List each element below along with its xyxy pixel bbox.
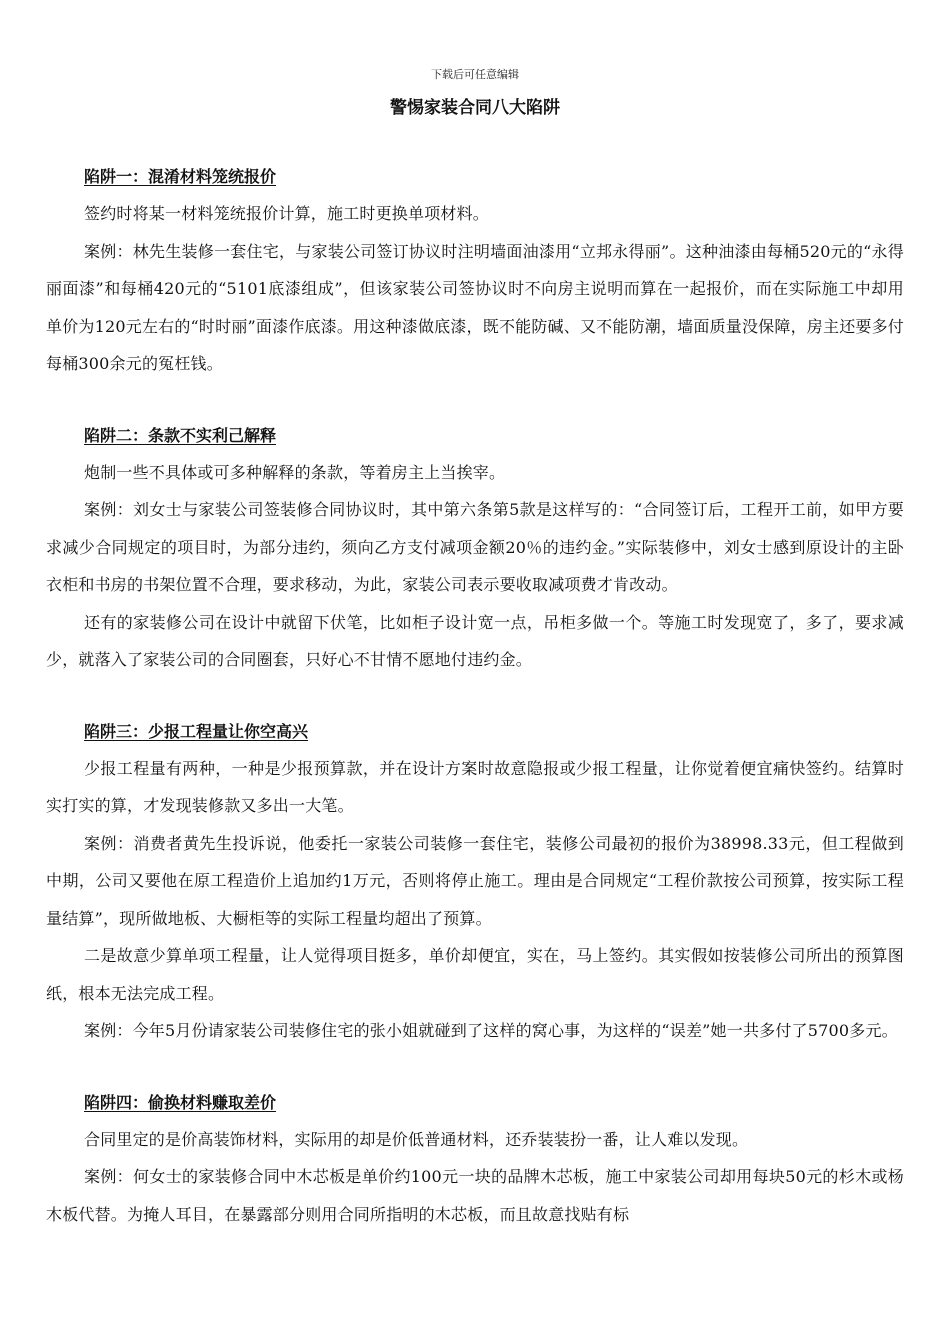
paragraph: 二是故意少算单项工程量，让人觉得项目挺多，单价却便宜，实在，马上签约。其实假如按装修公司所出的预算图纸，根本无法完成工程。 bbox=[46, 946, 904, 1003]
paragraph: 还有的家装修公司在设计中就留下伏笔，比如柜子设计宽一点，吊柜多做一个。等施工时发现宽了，多了，要求减少，就落入了家装公司的合同圈套，只好心不甘情不愿地付违约金。 bbox=[46, 612, 904, 669]
section-trap-3 bbox=[46, 713, 904, 1050]
paragraph: 案例：何女士的家装修合同中木芯板是单价约100元一块的品牌木芯板，施工中家装公司却用每块50元的杉木或杨木板代替。为掩人耳目，在暴露部分则用合同所指明的木芯板，而且故意找贴有标 bbox=[46, 1167, 904, 1224]
header-note: 下载后可任意编辑 bbox=[431, 68, 519, 81]
paragraph: 炮制一些不具体或可多种解释的条款，等着房主上当挨宰。 bbox=[84, 462, 506, 482]
paragraph: 案例：刘女士与家装公司签装修合同协议时，其中第六条第5款是这样写的：“合同签订后，工程开工前，如甲方要求减少合同规定的项目时，为部分违约，须向乙方支付减项金额20％的违约金。”实际装修中，刘女士感到原设计的主卧衣柜和书房的书架位置不合理，要求移动，为此，家装公司表示要收取减项费才肯改动。 bbox=[46, 500, 904, 594]
document-title: 警惕家装合同八大陷阱 bbox=[390, 98, 560, 118]
document-body bbox=[46, 158, 904, 1267]
section-trap-4 bbox=[46, 1084, 904, 1234]
paragraph: 案例：消费者黄先生投诉说，他委托一家装公司装修一套住宅，装修公司最初的报价为38998.33元，但工程做到中期，公司又要他在原工程造价上追加约1万元，否则将停止施工。理由是合同规定“工程价款按公司预算，按实际工程量结算”，现所做地板、大橱柜等的实际工程量均超出了预算。 bbox=[46, 833, 904, 928]
section-trap-2 bbox=[46, 417, 904, 679]
section-heading: 陷阱一：混淆材料笼统报价 bbox=[84, 167, 277, 186]
section-heading: 陷阱三：少报工程量让你空高兴 bbox=[84, 721, 309, 741]
paragraph: 合同里定的是价高装饰材料，实际用的却是价低普通材料，还乔装装扮一番，让人难以发现。 bbox=[84, 1129, 749, 1149]
section-heading: 陷阱二：条款不实利己解释 bbox=[84, 425, 277, 445]
paragraph: 少报工程量有两种，一种是少报预算款，并在设计方案时故意隐报或少报工程量，让你觉着便宜痛快签约。结算时实打实的算，才发现装修款又多出一大笔。 bbox=[46, 758, 904, 815]
paragraph: 签约时将某一材料笼统报价计算，施工时更换单项材料。 bbox=[84, 204, 490, 223]
section-trap-1 bbox=[46, 158, 904, 383]
paragraph: 案例：林先生装修一套住宅，与家装公司签订协议时注明墙面油漆用“立邦永得丽”。这种油漆由每桶520元的“永得丽面漆”和每桶420元的“5101底漆组成”，但该家装公司签协议时不向房主说明而算在一起报价，而在实际施工中却用单价为120元左右的“时时丽”面漆作底漆。用这种漆做底漆，既不能防碱、又不能防潮，墙面质量没保障，房主还要多付每桶300余元的冤枉钱。 bbox=[46, 241, 904, 373]
paragraph: 案例：今年5月份请家装公司装修住宅的张小姐就碰到了这样的窝心事，为这样的“误差”她一共多付了5700多元。 bbox=[84, 1021, 898, 1040]
section-heading: 陷阱四：偷换材料赚取差价 bbox=[84, 1092, 277, 1112]
